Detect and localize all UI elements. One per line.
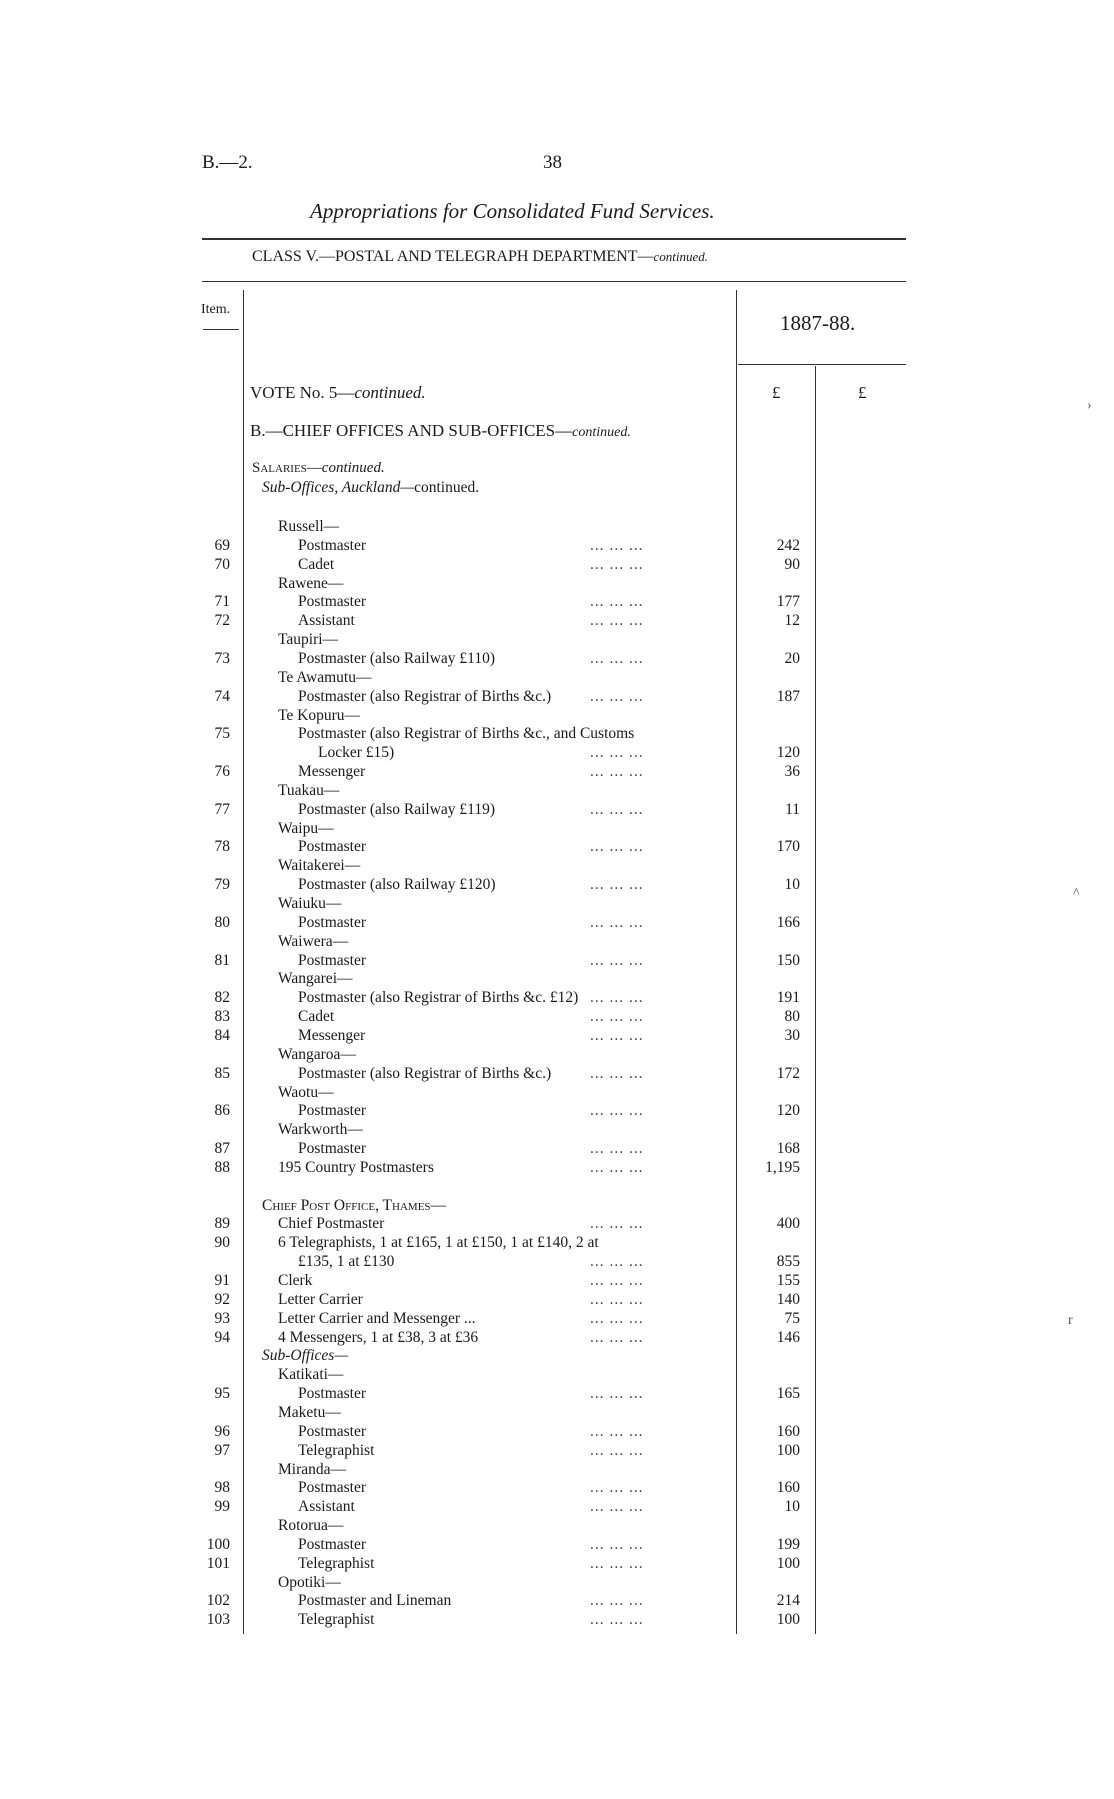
item-number: 93	[214, 1309, 230, 1327]
amount: 100	[776, 1441, 800, 1459]
table-row	[0, 781, 1114, 800]
amount: 242	[776, 536, 800, 554]
item-description: Te Kopuru—	[278, 706, 360, 724]
table-row	[0, 951, 1114, 970]
item-description: Postmaster (also Railway £119)	[298, 800, 496, 818]
item-description: Postmaster (also Registrar of Births &c. £12)	[298, 989, 579, 1007]
leader-dots: ... ... ...	[590, 1592, 644, 1610]
item-description: Assistant	[298, 1498, 355, 1516]
item-description: Telegraphist	[298, 1441, 375, 1459]
leader-dots: ... ... ...	[590, 1309, 644, 1327]
item-description: Waotu—	[278, 1083, 334, 1101]
table-row	[0, 800, 1114, 819]
item-description: Waiwera—	[278, 932, 349, 950]
amount: 10	[784, 1498, 800, 1516]
table-row	[0, 687, 1114, 706]
item-number: 78	[214, 838, 230, 856]
pound-symbol-1: £	[772, 383, 781, 402]
item-number: 88	[214, 1158, 230, 1176]
table-row	[0, 894, 1114, 913]
table-row	[0, 1214, 1114, 1233]
item-description: Wangarei—	[278, 970, 353, 988]
item-number: 101	[206, 1554, 230, 1572]
leader-dots: ... ... ...	[590, 1385, 644, 1403]
page-number: 38	[543, 152, 562, 173]
table-row	[0, 875, 1114, 894]
item-number: 77	[214, 800, 230, 818]
section-heading	[250, 421, 631, 441]
section-label-cont: continued.	[572, 425, 631, 440]
amount: 166	[776, 913, 800, 931]
item-number: 75	[214, 725, 230, 743]
amount: 11	[785, 800, 800, 818]
table-row	[0, 1610, 1114, 1629]
table-row	[0, 1252, 1114, 1271]
item-description: Telegraphist	[298, 1554, 375, 1572]
table-row	[0, 1196, 1114, 1215]
table-row	[0, 1478, 1114, 1497]
leader-dots: ... ... ...	[590, 913, 644, 931]
leader-dots: ... ... ...	[590, 1422, 644, 1440]
amount: 170	[776, 838, 800, 856]
table-row	[0, 555, 1114, 574]
table-row	[0, 1516, 1114, 1535]
table-row	[0, 1328, 1114, 1347]
item-description: Sub-Offices—	[262, 1347, 349, 1365]
leader-dots: ... ... ...	[590, 687, 644, 705]
item-description: Postmaster	[298, 1385, 367, 1403]
item-number: 85	[214, 1064, 230, 1082]
table-row	[0, 1064, 1114, 1083]
table-row	[0, 988, 1114, 1007]
document-ref: B.—2.	[202, 152, 253, 173]
amount: 10	[784, 876, 800, 894]
table-row	[0, 1460, 1114, 1479]
leader-dots: ... ... ...	[590, 1290, 644, 1308]
item-description: Postmaster	[298, 838, 367, 856]
table-row	[0, 1554, 1114, 1573]
item-description: Postmaster (also Registrar of Births &c., and Customs	[298, 725, 635, 743]
item-description: Maketu—	[278, 1403, 341, 1421]
item-number: 94	[214, 1328, 230, 1346]
pound-symbol-2: £	[858, 383, 867, 402]
scan-mark: ^	[1073, 886, 1080, 901]
item-description: £135, 1 at £130	[298, 1253, 395, 1271]
scan-mark: ›	[1087, 398, 1092, 413]
item-description: Clerk	[278, 1272, 313, 1289]
salaries-heading	[252, 460, 385, 477]
amount: 165	[776, 1385, 800, 1403]
item-number: 89	[214, 1215, 230, 1233]
item-description: Postmaster (also Registrar of Births &c.)	[298, 1064, 552, 1082]
amount: 100	[776, 1554, 800, 1572]
table-row	[0, 668, 1114, 687]
table-row	[0, 762, 1114, 781]
table-row	[0, 630, 1114, 649]
suboffices-label: Sub-Offices, Auckland—	[262, 479, 415, 496]
class-heading-text: CLASS V.—POSTAL AND TELEGRAPH DEPARTMENT—	[252, 248, 654, 265]
table-row	[0, 856, 1114, 875]
vote-heading	[250, 383, 426, 403]
item-number: 92	[214, 1290, 230, 1308]
item-description: Tuakau—	[278, 781, 340, 799]
amount: 30	[784, 1026, 800, 1044]
item-description: Assistant	[298, 612, 355, 630]
item-description: Letter Carrier and Messenger ...	[278, 1309, 476, 1327]
item-number: 70	[214, 555, 230, 573]
amount: 120	[776, 1102, 800, 1120]
leader-dots: ... ... ...	[590, 1535, 644, 1553]
item-description: Postmaster	[298, 536, 367, 554]
item-number: 103	[206, 1611, 230, 1629]
item-description: Messenger	[298, 763, 366, 781]
table-row	[0, 1346, 1114, 1365]
amount: 146	[776, 1328, 800, 1346]
title-rule	[202, 238, 906, 240]
item-number: 80	[214, 913, 230, 931]
amount: 155	[776, 1272, 800, 1289]
table-row	[0, 1573, 1114, 1592]
section-label: B.—CHIEF OFFICES AND SUB-OFFICES—	[250, 421, 573, 440]
suboffices-label-cont: continued.	[414, 479, 480, 496]
amount: 187	[776, 687, 800, 705]
item-description: Waiuku—	[278, 895, 342, 912]
amount: 177	[776, 593, 800, 611]
table-row	[0, 724, 1114, 743]
item-description: Taupiri—	[278, 631, 339, 649]
table-row	[0, 1441, 1114, 1460]
table-row	[0, 1365, 1114, 1384]
page-title: Appropriations for Consolidated Fund Services.	[310, 199, 715, 223]
table-row	[0, 517, 1114, 536]
amount: 100	[776, 1611, 800, 1629]
amount: 90	[784, 555, 800, 573]
leader-dots: ... ... ...	[590, 1064, 644, 1082]
leader-dots: ... ... ...	[590, 1498, 644, 1516]
leader-dots: ... ... ...	[590, 763, 644, 781]
item-number: 76	[214, 763, 230, 781]
item-number: 102	[206, 1592, 230, 1610]
table-row	[0, 536, 1114, 555]
salaries-label-cont: continued.	[321, 460, 385, 476]
table-row	[0, 1271, 1114, 1290]
salaries-label: Salaries—	[252, 460, 322, 476]
item-number: 86	[214, 1102, 230, 1120]
leader-dots: ... ... ...	[590, 1215, 644, 1233]
item-number: 96	[214, 1422, 230, 1440]
item-description: Postmaster (also Railway £110)	[298, 649, 496, 667]
table-row	[0, 1083, 1114, 1102]
table-row	[0, 1290, 1114, 1309]
item-number: 71	[214, 593, 230, 611]
item-description: Postmaster	[298, 593, 367, 611]
table-row	[0, 649, 1114, 668]
table-row	[0, 1101, 1114, 1120]
item-number: 98	[214, 1479, 230, 1497]
item-number: 74	[214, 687, 230, 705]
item-description: Postmaster (also Railway £120)	[298, 876, 496, 894]
table-row	[0, 932, 1114, 951]
leader-dots: ... ... ...	[590, 1328, 644, 1346]
item-description: Katikati—	[278, 1366, 344, 1384]
leader-dots: ... ... ...	[590, 1253, 644, 1271]
item-description: Waitakerei—	[278, 857, 361, 875]
table-row	[0, 1497, 1114, 1516]
leader-dots: ... ... ...	[590, 744, 644, 762]
table-row	[0, 592, 1114, 611]
table-row	[0, 837, 1114, 856]
leader-dots: ... ... ...	[590, 555, 644, 573]
suboffices-heading	[262, 479, 479, 497]
class-heading-cont: continued.	[653, 249, 709, 264]
item-description: Postmaster	[298, 1102, 367, 1120]
table-row	[0, 1309, 1114, 1328]
table-row	[0, 743, 1114, 762]
item-description: Postmaster	[298, 1479, 367, 1497]
vote-label-cont: continued.	[354, 383, 426, 402]
item-number: 100	[206, 1535, 230, 1553]
leader-dots: ... ... ...	[590, 800, 644, 818]
item-description: Cadet	[298, 1008, 335, 1026]
year-header: 1887-88.	[780, 311, 856, 335]
class-rule	[202, 281, 906, 282]
item-header-underline	[203, 329, 239, 330]
amount: 150	[776, 951, 800, 969]
item-number: 83	[214, 1008, 230, 1026]
amount: 1,195	[765, 1158, 800, 1176]
amount: 120	[776, 744, 800, 762]
table-row	[0, 1403, 1114, 1422]
vote-label: VOTE No. 5—	[250, 383, 355, 402]
leader-dots: ... ... ...	[590, 838, 644, 856]
item-number: 90	[214, 1234, 230, 1252]
item-description: Russell—	[278, 518, 340, 535]
item-description: Messenger	[298, 1026, 366, 1044]
item-description: Chief Postmaster	[278, 1215, 385, 1233]
amount: 400	[776, 1215, 800, 1233]
item-description: Chief Post Office, Thames—	[262, 1196, 447, 1214]
item-number: 99	[214, 1498, 230, 1516]
amount: 855	[776, 1253, 800, 1271]
amount: 20	[784, 649, 800, 667]
table-row	[0, 1591, 1114, 1610]
item-description: 195 Country Postmasters	[278, 1158, 434, 1176]
amount: 80	[784, 1008, 800, 1026]
table-row	[0, 1177, 1114, 1196]
item-number: 87	[214, 1140, 230, 1158]
leader-dots: ... ... ...	[590, 876, 644, 894]
leader-dots: ... ... ...	[590, 593, 644, 611]
item-number: 72	[214, 612, 230, 630]
amount: 36	[784, 763, 800, 781]
item-description: Postmaster	[298, 1535, 367, 1553]
item-number: 79	[214, 876, 230, 894]
leader-dots: ... ... ...	[590, 1008, 644, 1026]
leader-dots: ... ... ...	[590, 1158, 644, 1176]
leader-dots: ... ... ...	[590, 1441, 644, 1459]
leader-dots: ... ... ...	[590, 649, 644, 667]
amount: 214	[776, 1592, 800, 1610]
leader-dots: ... ... ...	[590, 612, 644, 630]
item-number: 95	[214, 1385, 230, 1403]
item-description: Postmaster	[298, 951, 367, 969]
table-row	[0, 1158, 1114, 1177]
item-description: Rotorua—	[278, 1517, 344, 1535]
item-description: Locker £15)	[318, 744, 395, 762]
item-number: 84	[214, 1026, 230, 1044]
item-description: 4 Messengers, 1 at £38, 3 at £36	[278, 1328, 479, 1346]
item-number: 97	[214, 1441, 230, 1459]
amount: 160	[776, 1422, 800, 1440]
amount: 199	[776, 1535, 800, 1553]
item-number: 73	[214, 649, 230, 667]
table-row	[0, 1045, 1114, 1064]
table-row	[0, 913, 1114, 932]
item-description: Opotiki—	[278, 1573, 341, 1591]
amount: 168	[776, 1140, 800, 1158]
item-description: Waipu—	[278, 819, 334, 837]
item-description: Cadet	[298, 555, 335, 573]
item-description: 6 Telegraphists, 1 at £165, 1 at £150, 1 at £140, 2 at	[278, 1234, 599, 1252]
leader-dots: ... ... ...	[590, 1554, 644, 1572]
table-row	[0, 1120, 1114, 1139]
table-row	[0, 574, 1114, 593]
leader-dots: ... ... ...	[590, 1140, 644, 1158]
leader-dots: ... ... ...	[590, 951, 644, 969]
scan-mark: r	[1068, 1313, 1073, 1328]
table-row	[0, 1007, 1114, 1026]
amount: 140	[776, 1290, 800, 1308]
amount: 160	[776, 1479, 800, 1497]
item-description: Warkworth—	[278, 1121, 363, 1139]
item-description: Miranda—	[278, 1460, 347, 1478]
leader-dots: ... ... ...	[590, 1272, 644, 1289]
item-description: Postmaster	[298, 1422, 367, 1440]
table-row	[0, 1535, 1114, 1554]
item-column-header: Item.	[201, 302, 231, 317]
item-description: Letter Carrier	[278, 1290, 363, 1308]
table-row	[0, 706, 1114, 725]
item-description: Postmaster and Lineman	[298, 1592, 452, 1610]
amount: 191	[776, 989, 800, 1007]
item-description: Postmaster (also Registrar of Births &c.)	[298, 687, 552, 705]
table-row	[0, 1422, 1114, 1441]
item-number: 91	[214, 1272, 230, 1289]
item-number: 82	[214, 989, 230, 1007]
item-description: Te Awamutu—	[278, 668, 372, 686]
leader-dots: ... ... ...	[590, 536, 644, 554]
item-description: Postmaster	[298, 1140, 367, 1158]
item-description: Postmaster	[298, 913, 367, 931]
table-row	[0, 819, 1114, 838]
item-description: Telegraphist	[298, 1611, 375, 1629]
leader-dots: ... ... ...	[590, 1611, 644, 1629]
amount: 75	[784, 1309, 800, 1327]
table-row	[0, 1233, 1114, 1252]
table-row	[0, 969, 1114, 988]
leader-dots: ... ... ...	[590, 1479, 644, 1497]
amount: 172	[776, 1064, 800, 1082]
leader-dots: ... ... ...	[590, 1102, 644, 1120]
amount: 12	[784, 612, 800, 630]
item-description: Wangaroa—	[278, 1045, 356, 1063]
item-number: 69	[214, 536, 230, 554]
table-row	[0, 1384, 1114, 1403]
table-row	[0, 1139, 1114, 1158]
leader-dots: ... ... ...	[590, 1026, 644, 1044]
leader-dots: ... ... ...	[590, 989, 644, 1007]
year-underline	[738, 364, 906, 365]
item-number: 81	[214, 951, 230, 969]
table-row	[0, 1026, 1114, 1045]
class-heading	[252, 248, 708, 266]
item-description: Rawene—	[278, 574, 344, 592]
table-row	[0, 611, 1114, 630]
